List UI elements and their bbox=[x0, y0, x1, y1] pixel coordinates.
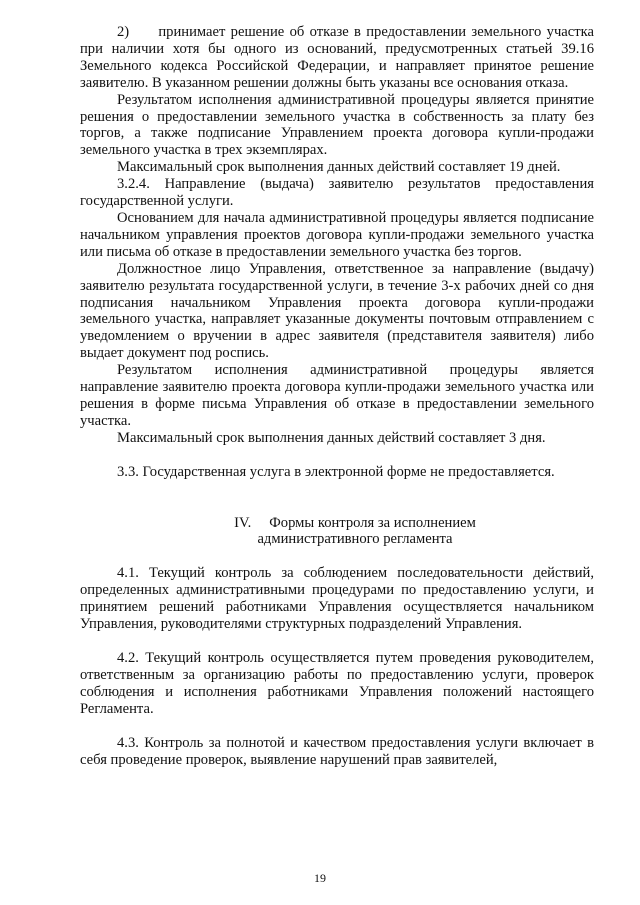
section-heading bbox=[80, 515, 594, 532]
document-body bbox=[80, 24, 594, 768]
paragraph-max-term-19: Максимальный срок выполнения данных действий составляет 19 дней. bbox=[117, 159, 561, 176]
paragraph-procedure-result-2: Результатом исполнения административной процедуры является направление заявителю проекта договора купли-продажи земельного участка или решения в форме письма Управления об отказе в предоставлении земельного участка. bbox=[80, 362, 594, 429]
spacer bbox=[80, 481, 594, 498]
paragraph-4-2: 4.2. Текущий контроль осуществляется путем проведения руководителем, ответственным за организацию работы по предоставлению услуги, проверок соблюдения и исполнения работниками Управления положений настоящего Регламента. bbox=[80, 650, 594, 717]
paragraph-3-3: 3.3. Государственная услуга в электронной форме не предоставляется. bbox=[117, 463, 555, 480]
paragraph-3-2-4: 3.2.4. Направление (выдача) заявителю результатов предоставления государственной услуги. bbox=[80, 176, 594, 210]
spacer bbox=[80, 718, 594, 735]
section-title-line1: Формы контроля за исполнением bbox=[269, 514, 476, 531]
page-number: 19 bbox=[314, 871, 326, 885]
paragraph-responsible-official: Должностное лицо Управления, ответственное за направление (выдачу) заявителю результата государственной услуги, в течение 3-х рабочих дней со дня подписания начальником Управления проекта договора купли-продажи земельного участка, направляет указанные документы почтовым отправлением с уведомлением о вручении в адрес заявителя (представителя заявителя) либо выдает документ под роспись. bbox=[80, 260, 594, 362]
paragraph-4-1: 4.1. Текущий контроль за соблюдением последовательности действий, определенных административными процедурами по предоставлению услуги, и принятием решений работниками Управления осуществляется начальником Управления, руководителями структурных подразделений Управления. bbox=[80, 565, 594, 633]
paragraph-procedure-basis: Основанием для начала административной процедуры является подписание начальником управления проектов договора купли-продажи земельного участка или письма об отказе в предоставлении земельного участка без торгов. bbox=[80, 209, 594, 260]
section-number: IV. bbox=[234, 514, 252, 531]
paragraph-refusal-decision: 2) принимает решение об отказе в предоставлении земельного участка при наличии хотя бы одного из оснований, предусмотренных статьей 39.16 Земельного кодекса Российской Федерации, и направляет принятое решение заявителю. В указанном решении должны быть указаны все основания отказа. bbox=[80, 24, 594, 91]
spacer bbox=[80, 633, 594, 650]
paragraph-max-term-3: Максимальный срок выполнения данных действий составляет 3 дня. bbox=[117, 429, 546, 446]
spacer bbox=[80, 548, 594, 565]
paragraph-procedure-result: Результатом исполнения административной процедуры является принятие решения о предоставлении земельного участка в собственность за плату без торгов, а также подписание Управлением проекта договора купли-продажи земельного участка в трех экземплярах. bbox=[80, 91, 594, 159]
section-heading-line2 bbox=[80, 531, 594, 548]
spacer bbox=[80, 447, 594, 464]
section-title-line2: административного регламента bbox=[257, 531, 453, 548]
spacer bbox=[80, 498, 594, 515]
paragraph-4-3: 4.3. Контроль за полнотой и качеством предоставления услуги включает в себя проведение проверок, выявление нарушений прав заявителей, bbox=[80, 734, 594, 768]
